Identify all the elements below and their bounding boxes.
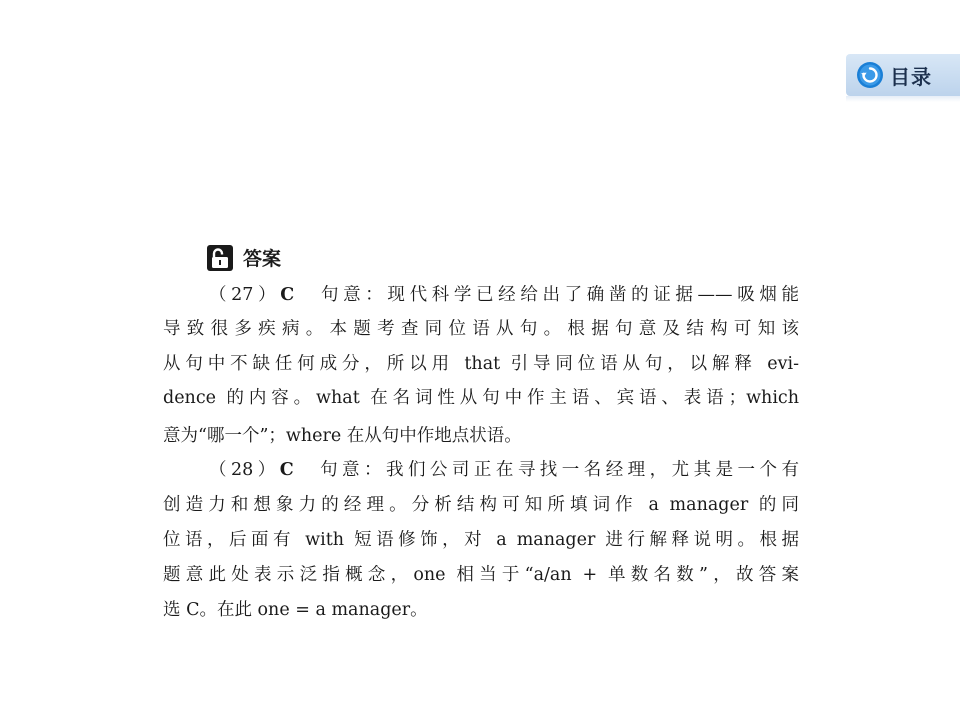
answer-header bbox=[207, 244, 281, 271]
toc-tab[interactable] bbox=[846, 54, 960, 96]
answer-line bbox=[209, 458, 799, 482]
answer-line: 意为“哪一个”；where 在从句中作地点状语。 bbox=[163, 426, 522, 446]
answer-line: 创造力和想象力的经理。分析结构可知所填词作 a manager 的同 bbox=[163, 495, 799, 515]
unlock-icon bbox=[207, 245, 233, 271]
answer-line: 选 C。在此 one = a manager。 bbox=[163, 600, 428, 620]
answer-line: 题意此处表示泛指概念，one 相当于“a/an + 单数名数”，故答案 bbox=[163, 565, 799, 585]
toc-label: 目录 bbox=[890, 64, 932, 89]
answer-title: 答案 bbox=[243, 248, 282, 270]
answer-text: 句意：我们公司正在寻找一名经理，尤其是一个有 bbox=[293, 460, 799, 480]
answer-line: 导致很多疾病。本题考查同位语从句。根据句意及结构可知该 bbox=[163, 319, 799, 339]
answer-choice: C bbox=[279, 460, 294, 480]
question-number: （28） bbox=[209, 460, 280, 480]
question-number: （27） bbox=[209, 285, 281, 305]
answer-line: 从句中不缺任何成分，所以用 that 引导同位语从句，以解释 evi- bbox=[163, 354, 799, 374]
answer-choice: C bbox=[280, 285, 295, 305]
answer-line: dence 的内容。what 在名词性从句中作主语、宾语、表语；which bbox=[163, 388, 799, 408]
answer-line: 位语，后面有 with 短语修饰，对 a manager 进行解释说明。根据 bbox=[163, 530, 799, 550]
refresh-circle-icon bbox=[856, 61, 884, 89]
answer-line bbox=[209, 283, 799, 307]
answer-text: 句意：现代科学已经给出了确凿的证据——吸烟能 bbox=[294, 285, 799, 305]
